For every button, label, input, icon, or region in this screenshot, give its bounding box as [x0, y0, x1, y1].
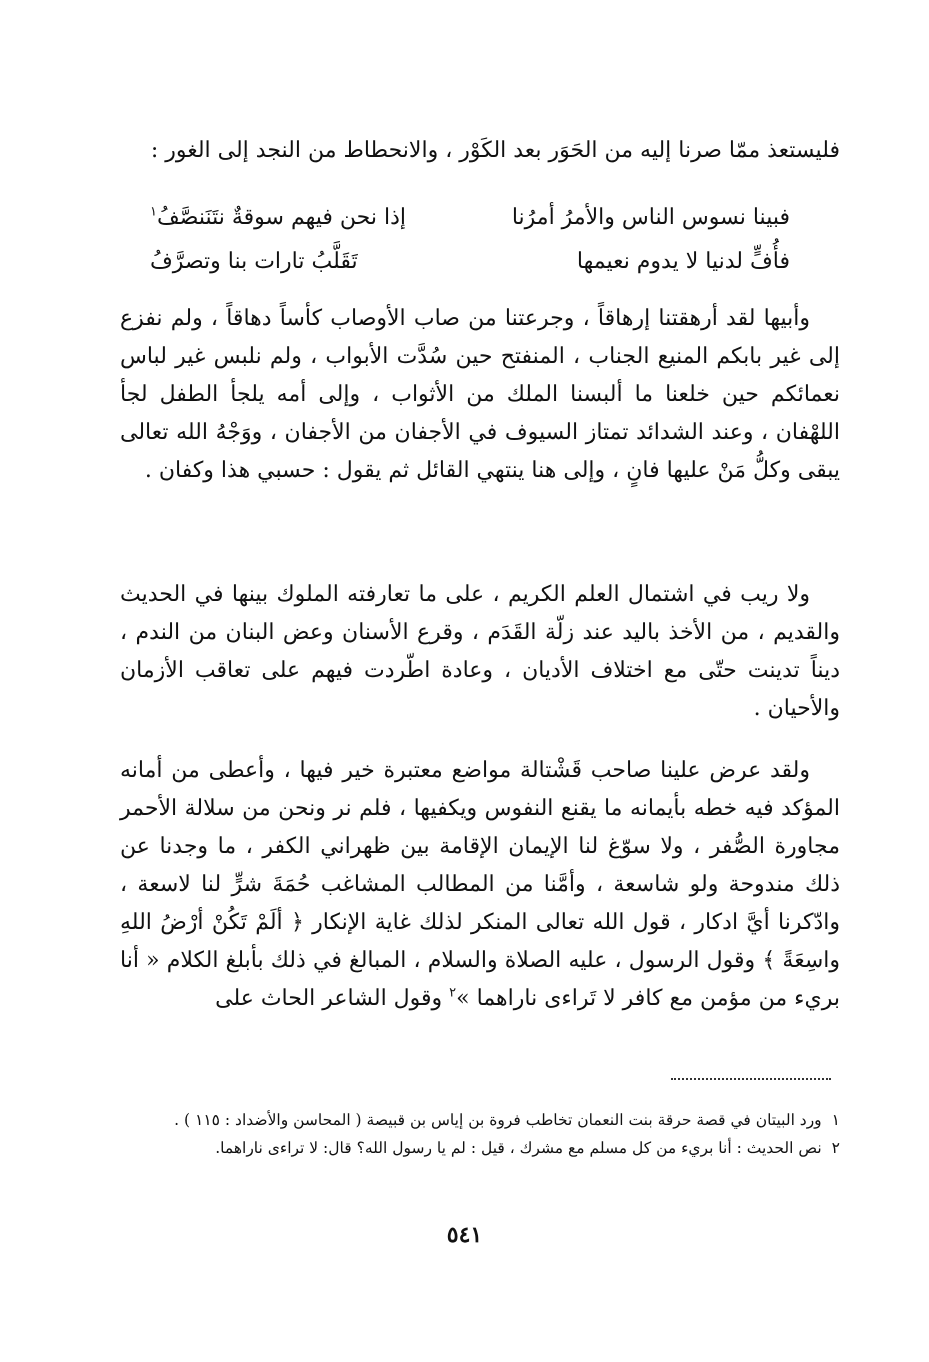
- poem-verse-1: [150, 196, 790, 240]
- footnotes: [120, 1106, 840, 1162]
- footnote-2: [120, 1134, 840, 1162]
- footnote-separator: [671, 1078, 831, 1080]
- paragraph-intro-text: فليستعذ ممّا صرنا إليه من الحَوَر بعد الكَوْر ، والانحطاط من النجد إلى الغور :: [150, 138, 840, 163]
- poem-verse-2-second-hemistich: تَقَلَّبُ تارات بنا وتصرَّفُ: [150, 249, 358, 274]
- paragraph-4-tail: وقول الشاعر الحاث على: [215, 986, 443, 1011]
- paragraph-4: [120, 752, 840, 1018]
- poem-verse-1-second-text: إذا نحن فيهم سوقةٌ نتَنَنصَّفُ: [156, 205, 406, 230]
- paragraph-2: [120, 300, 840, 490]
- footnote-1: [120, 1106, 840, 1134]
- paragraph-2-text: وأبيها لقد أرهقتنا إرهاقاً ، وجرعتنا من صاب الأوصاب كأساً دهاقاً ، ولم نفزع إلى غير بابكم المنيع الجناب ، المنفتح حين سُدَّت الأبواب ، ولم نلبس غير لباس نعمائكم حين خلعنا ما ألبسنا الملك من الأثواب ، وإلى أمه يلجأ الطفل لجأ اللهْفان ، وعند الشدائد تمتاز السيوف في الأجفان من الأجفان ، ووَجْهُ الله تعالى يبقى وكلُّ مَنْ عليها فانٍ ، وإلى هنا ينتهي القائل ثم يقول : حسبي هذا وكفان .: [120, 306, 840, 483]
- footnote-ref-1: ١: [150, 204, 157, 220]
- footnote-2-text: نص الحديث : أنا بريء من كل مسلم مع مشرك ، قيل : لم يا رسول الله؟ قال: لا تراءى ناراهما.: [215, 1139, 822, 1157]
- paragraph-intro: [120, 132, 840, 170]
- footnote-2-number: ٢: [831, 1139, 840, 1157]
- poem-verse-1-first-hemistich: فبينا نسوس الناس والأمرُ أمرُنا: [511, 205, 790, 230]
- footnote-ref-2: ٢: [449, 985, 457, 1001]
- poem-verse-2: [150, 240, 790, 284]
- paragraph-3: [120, 576, 840, 728]
- footnote-1-text: ورد البيتان في قصة حرقة بنت النعمان تخاطب فروة بن إياس بن قبيصة ( المحاسن والأضداد : ١١٥ ) .: [174, 1111, 822, 1129]
- poem: [150, 196, 790, 284]
- footnote-1-number: ١: [831, 1111, 840, 1129]
- paragraph-4-text: ولقد عرض علينا صاحب قَشْتالة مواضع معتبرة خير فيها ، وأعطى من أمانه المؤكد فيه خطه بأيمانه ما يقنع النفوس ويكفيها ، فلم نر ونحن من سلالة الأحمر مجاورة الصُّفر ، ولا سوّغ لنا الإيمان الإقامة بين ظهراني الكفر ، ما وجدنا عن ذلك مندوحة ولو شاسعة ، وأمَّنا من المطالب المشاغب حُمَةَ شرٍّ لنا لاسعة ، وادّكرنا أيَّ ادكار ، قول الله تعالى المنكر لذلك غاية الإنكار ﴿ ألَمْ تَكُنْ أرْضُ اللهِ واسِعَةً ﴾ وقول الرسول ، عليه الصلاة والسلام ، المبالغ في ذلك بأبلغ الكلام « أنا بريء من مؤمن مع كافر لا تَراءى ناراهما »: [120, 758, 841, 1011]
- paragraph-3-text: ولا ريب في اشتمال العلم الكريم ، على ما تعارفته الملوك بينها في الحديث والقديم ، من الأخذ باليد عند زلّة القَدَم ، وقرع الأسنان وعض البنان من الندم ، ديناً تدينت حتّى مع اختلاف الأديان ، وعادة اطّردت فيهم على تعاقب الأزمان والأحيان .: [120, 582, 840, 721]
- page-number: ٥٤١: [446, 1222, 483, 1248]
- poem-verse-2-first-hemistich: فأُفٍّ لدنيا لا يدوم نعيمها: [576, 249, 790, 274]
- poem-verse-1-second-hemistich: [150, 196, 406, 240]
